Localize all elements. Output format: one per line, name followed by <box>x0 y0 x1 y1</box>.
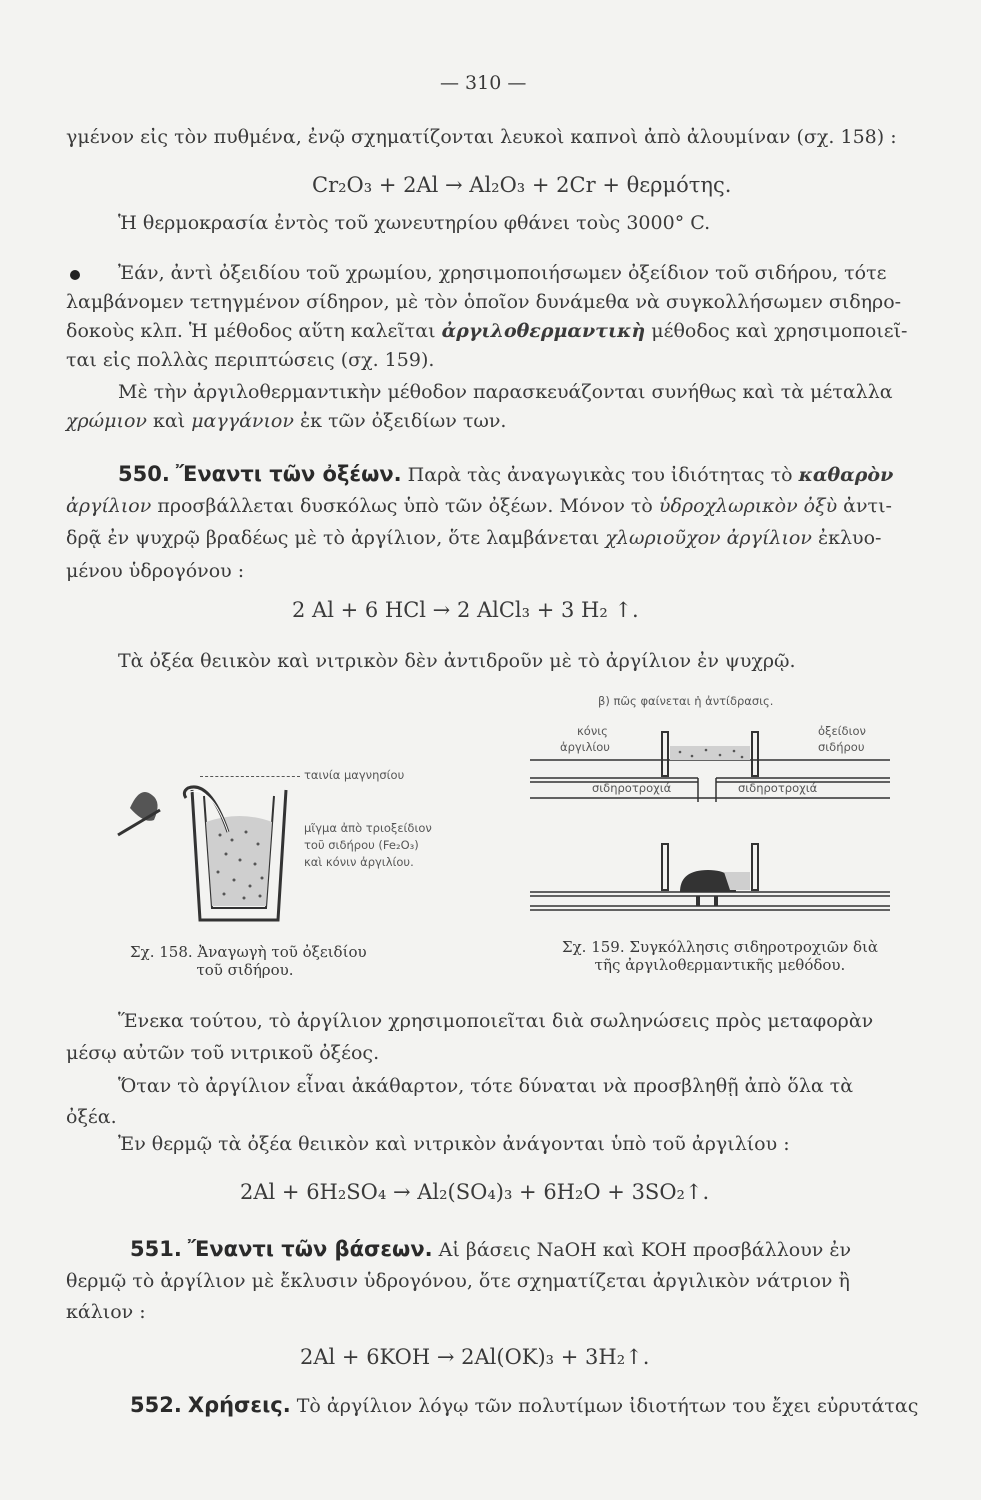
leader-line <box>200 776 300 777</box>
text-line: λαμβάνομεν τετηγμένον σίδηρον, μὲ τὸν ὁποῖον δυνάμεθα νὰ συγκολλήσωμεν σιδηρο- <box>66 291 902 313</box>
label-mixture: καὶ κόνιν ἀργιλίου. <box>304 855 414 869</box>
text-line: δρᾷ ἐν ψυχρῷ βραδέως μὲ τὸ ἀργίλιον, ὅτε λαμβάνεται χλωριοῦχον ἀργίλιον ἐκλυο- <box>66 527 882 549</box>
section-551-heading: 551. Ἔναντι τῶν βάσεων. Αἱ βάσεις NaOH καὶ KOH προσβάλλουν ἐν <box>130 1237 852 1261</box>
text-line: δοκοὺς κλπ. Ἡ μέθοδος αὕτη καλεῖται ἀργιλοθερμαντικὴ μέθοδος καὶ χρησιμοποιεῖ- <box>66 320 908 342</box>
text-line: Ἡ θερμοκρασία ἐντὸς τοῦ χωνευτηρίου φθάνει τοὺς 3000° C. <box>118 212 711 234</box>
text-line: κάλιον : <box>66 1301 146 1323</box>
bullet-icon <box>70 270 80 280</box>
text-line: θερμῷ τὸ ἀργίλιον μὲ ἔκλυσιν ὑδρογόνου, ὅτε σχηματίζεται ἀργιλικὸν νάτριον ἢ <box>66 1270 850 1292</box>
figure-158-caption: Σχ. 158. Ἀναγωγὴ τοῦ ὀξειδίου τοῦ σιδήρου. <box>130 943 367 979</box>
label-iron-oxide: ὀξείδιον <box>818 724 866 738</box>
section-550-heading: 550. Ἔναντι τῶν ὀξέων. Παρὰ τὰς ἀναγωγικὰς του ἰδιότητας τὸ καθαρὸν <box>118 462 894 486</box>
text-line: Ἕνεκα τούτου, τὸ ἀργίλιον χρησιμοποιεῖται διὰ σωληνώσεις πρὸς μεταφορὰν <box>118 1010 874 1032</box>
text-line: Μὲ τὴν ἀργιλοθερμαντικὴν μέθοδον παρασκευάζονται συνήθως καὶ τὰ μέταλλα <box>118 381 893 403</box>
section-552-heading: 552. Χρήσεις. Τὸ ἀργίλιον λόγῳ τῶν πολυτίμων ἰδιοτήτων του ἔχει εὐρυτάτας <box>130 1393 919 1417</box>
label-aluminium-powder: κόνις <box>577 724 608 738</box>
figure-159-caption: Σχ. 159. Συγκόλλησις σιδηροτροχιῶν διὰ τῆς ἀργιλοθερμαντικῆς μεθόδου. <box>561 938 879 974</box>
figure-158-crucible <box>100 740 300 940</box>
text-line: μέσῳ αὐτῶν τοῦ νιτρικοῦ ὀξέος. <box>66 1042 380 1064</box>
text-line: χρώμιον καὶ μαγγάνιον ἐκ τῶν ὀξειδίων των. <box>66 410 507 432</box>
text-line: Ἐάν, ἀντὶ ὀξειδίου τοῦ χρωμίου, χρησιμοποιήσωμεν ὀξείδιον τοῦ σιδήρου, τότε <box>118 262 887 284</box>
equation-koh: 2Al + 6KOH → 2Al(OK)₃ + 3H₂↑. <box>300 1345 650 1369</box>
text-line: ται εἰς πολλὰς περιπτώσεις (σχ. 159). <box>66 349 435 371</box>
equation-hcl: 2 Al + 6 HCl → 2 AlCl₃ + 3 H₂ ↑. <box>292 598 639 622</box>
label-rail-right: σιδηροτροχιά <box>738 781 818 795</box>
label-iron-oxide: σιδήρου <box>818 740 865 754</box>
text-line: ὀξέα. <box>66 1106 117 1128</box>
text-line: Ὅταν τὸ ἀργίλιον εἶναι ἀκάθαρτον, τότε δύναται νὰ προσβληθῇ ἀπὸ ὅλα τὰ <box>118 1075 854 1097</box>
text-line: Ἐν θερμῷ τὰ ὀξέα θειικὸν καὶ νιτρικὸν ἀνάγονται ὑπὸ τοῦ ἀργιλίου : <box>118 1133 790 1155</box>
page-number: — 310 — <box>440 72 527 94</box>
text-line: γμένον εἰς τὸν πυθμένα, ἐνῷ σχηματίζονται λευκοὶ καπνοὶ ἀπὸ ἀλουμίναν (σχ. 158) : <box>66 126 897 148</box>
label-mixture: μῖγμα ἀπὸ τριοξείδιον <box>304 821 432 835</box>
text-line: ἀργίλιον προσβάλλεται δυσκόλως ὑπὸ τῶν ὀξέων. Μόνον τὸ ὑδροχλωρικὸν ὀξὺ ἀντι- <box>66 495 892 517</box>
equation-h2so4: 2Al + 6H₂SO₄ → Al₂(SO₄)₃ + 6H₂O + 3SO₂↑. <box>240 1180 710 1204</box>
label-magnesium-ribbon: ταινία μαγνησίου <box>304 768 405 782</box>
label-rail-left: σιδηροτροχιά <box>592 781 672 795</box>
label-aluminium-powder: ἀργιλίου <box>560 740 610 754</box>
figure-159-subtitle: β) πῶς φαίνεται ἡ ἀντίδρασις. <box>598 694 774 708</box>
text-line: Τὰ ὀξέα θειικὸν καὶ νιτρικὸν δὲν ἀντιδροῦν μὲ τὸ ἀργίλιον ἐν ψυχρῷ. <box>118 650 796 672</box>
text-line: μένου ὑδρογόνου : <box>66 560 245 582</box>
equation-cr2o3: Cr₂O₃ + 2Al → Al₂O₃ + 2Cr + θερμότης. <box>312 173 732 197</box>
label-mixture: τοῦ σιδήρου (Fe₂O₃) <box>304 838 419 852</box>
term-thermite: ἀργιλοθερμαντικὴ <box>441 320 646 342</box>
